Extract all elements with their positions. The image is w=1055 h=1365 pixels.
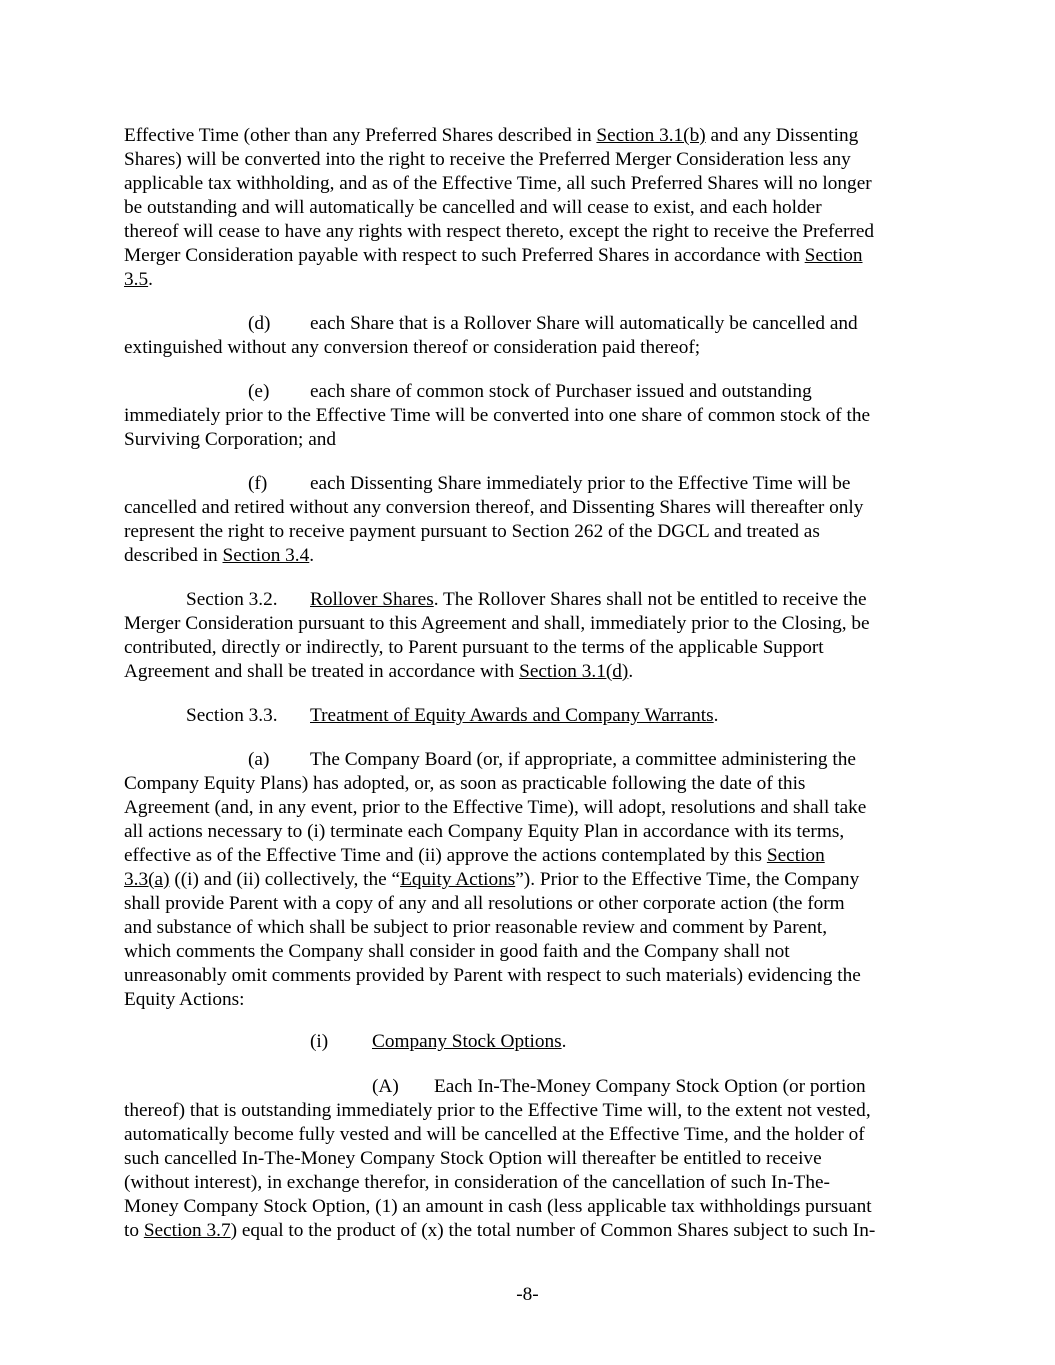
section-reference: Section 3.4 bbox=[222, 545, 310, 566]
section-reference: Section bbox=[766, 845, 825, 866]
paragraph-label: (d) bbox=[248, 313, 271, 334]
section-heading: Rollover Shares bbox=[310, 589, 434, 610]
section-reference: 3.5 bbox=[124, 269, 149, 290]
paragraph-label: (e) bbox=[248, 381, 270, 402]
paragraph-label: (A) bbox=[372, 1076, 399, 1097]
section-reference: 3.3(a) bbox=[124, 869, 170, 890]
defined-term: Equity Actions bbox=[400, 869, 516, 890]
paragraph-label: (f) bbox=[248, 473, 268, 494]
paragraph-i-heading: (i) Company Stock Options. bbox=[310, 1031, 567, 1052]
section-reference: Section 3.1(d) bbox=[519, 661, 629, 682]
section-3-3-heading: Section 3.3. Treatment of Equity Awards and Company Warrants. bbox=[186, 705, 719, 726]
section-number: Section 3.3. bbox=[186, 705, 278, 726]
page-number: -8- bbox=[516, 1284, 539, 1305]
paragraph-label: (a) bbox=[248, 749, 270, 770]
paragraph-label: (i) bbox=[310, 1031, 329, 1052]
paragraph-A: (A) Each In-The-Money Company Stock Option (or portion thereof) that is outstanding immediately prior to the Effective Time will, to the extent not vested, automatically become fully vested and will be cancelled at the Effective Time, and the holder of such cancelled In-The-Money Company Stock Option will thereafter be entitled to receive (without interest), in exchange therefor, in consideration of the cancellation of such In-The- Money Company Stock Option, (1) an amount in cash (less applicable tax withholdings pursuant to Section 3.7) equal to the product of (x) the total number of Common Shares subject to such In- bbox=[124, 1076, 876, 1241]
section-heading: Treatment of Equity Awards and Company Warrants bbox=[310, 705, 714, 726]
section-reference: Section 3.1(b) bbox=[596, 125, 706, 146]
section-heading: Company Stock Options bbox=[372, 1031, 562, 1052]
paragraph-d: (d) each Share that is a Rollover Share will automatically be cancelled and extinguished without any conversion thereof or consideration paid thereof; bbox=[124, 313, 858, 358]
section-reference: Section 3.7 bbox=[143, 1220, 231, 1241]
paragraph-f: (f) each Dissenting Share immediately prior to the Effective Time will be cancelled and retired without any conversion thereof, and Dissenting Shares will thereafter only represent the right to receive payment pursuant to Section 262 of the DGCL and treated as described in Section 3.4. bbox=[124, 473, 864, 566]
section-number: Section 3.2. bbox=[186, 589, 278, 610]
paragraph-e: (e) each share of common stock of Purchaser issued and outstanding immediately prior to the Effective Time will be converted into one share of common stock of the Surviving Corporation; and bbox=[124, 381, 871, 450]
paragraph-a: (a) The Company Board (or, if appropriate, a committee administering the Company Equity Plans) has adopted, or, as soon as practicable following the date of this Agreement (and, in any event, prior to the Effective Time), will adopt, resolutions and shall take all actions necessary to (i) terminate each Company Equity Plan in accordance with its terms, effective as of the Effective Time and (ii) approve the actions contemplated by this Section 3.3(a) ((i) and (ii) collectively, the “Equity Actions”). Prior to the Effective Time, the Company shall provide Parent with a copy of any and all resolutions or other corporate action (the form and substance of which shall be subject to prior reasonable review and comment by Parent, which comments the Company shall consider in good faith and the Company shall not unreasonably omit comments provided by Parent with respect to such materials) evidencing the Equity Actions: bbox=[124, 749, 867, 1010]
section-reference: Section bbox=[804, 245, 863, 266]
section-3-2: Section 3.2. Rollover Shares. The Rollover Shares shall not be entitled to receive the Merger Consideration pursuant to this Agreement and shall, immediately prior to the Closing, be contributed, directly or indirectly, to Parent pursuant to the terms of the applicable Support Agreement and shall be treated in accordance with Section 3.1(d). bbox=[124, 589, 870, 682]
paragraph-c-continuation: Effective Time (other than any Preferred Shares described in Section 3.1(b) and any Dissenting Shares) will be converted into the right to receive the Preferred Merger Consideration less any applicable tax withholding, and as of the Effective Time, all such Preferred Shares will no longer be outstanding and will automatically be cancelled and will cease to exist, and each holder thereof will cease to have any rights with respect thereto, except the right to receive the Preferred Merger Consideration payable with respect to such Preferred Shares in accordance with Section 3.5. bbox=[124, 125, 875, 290]
